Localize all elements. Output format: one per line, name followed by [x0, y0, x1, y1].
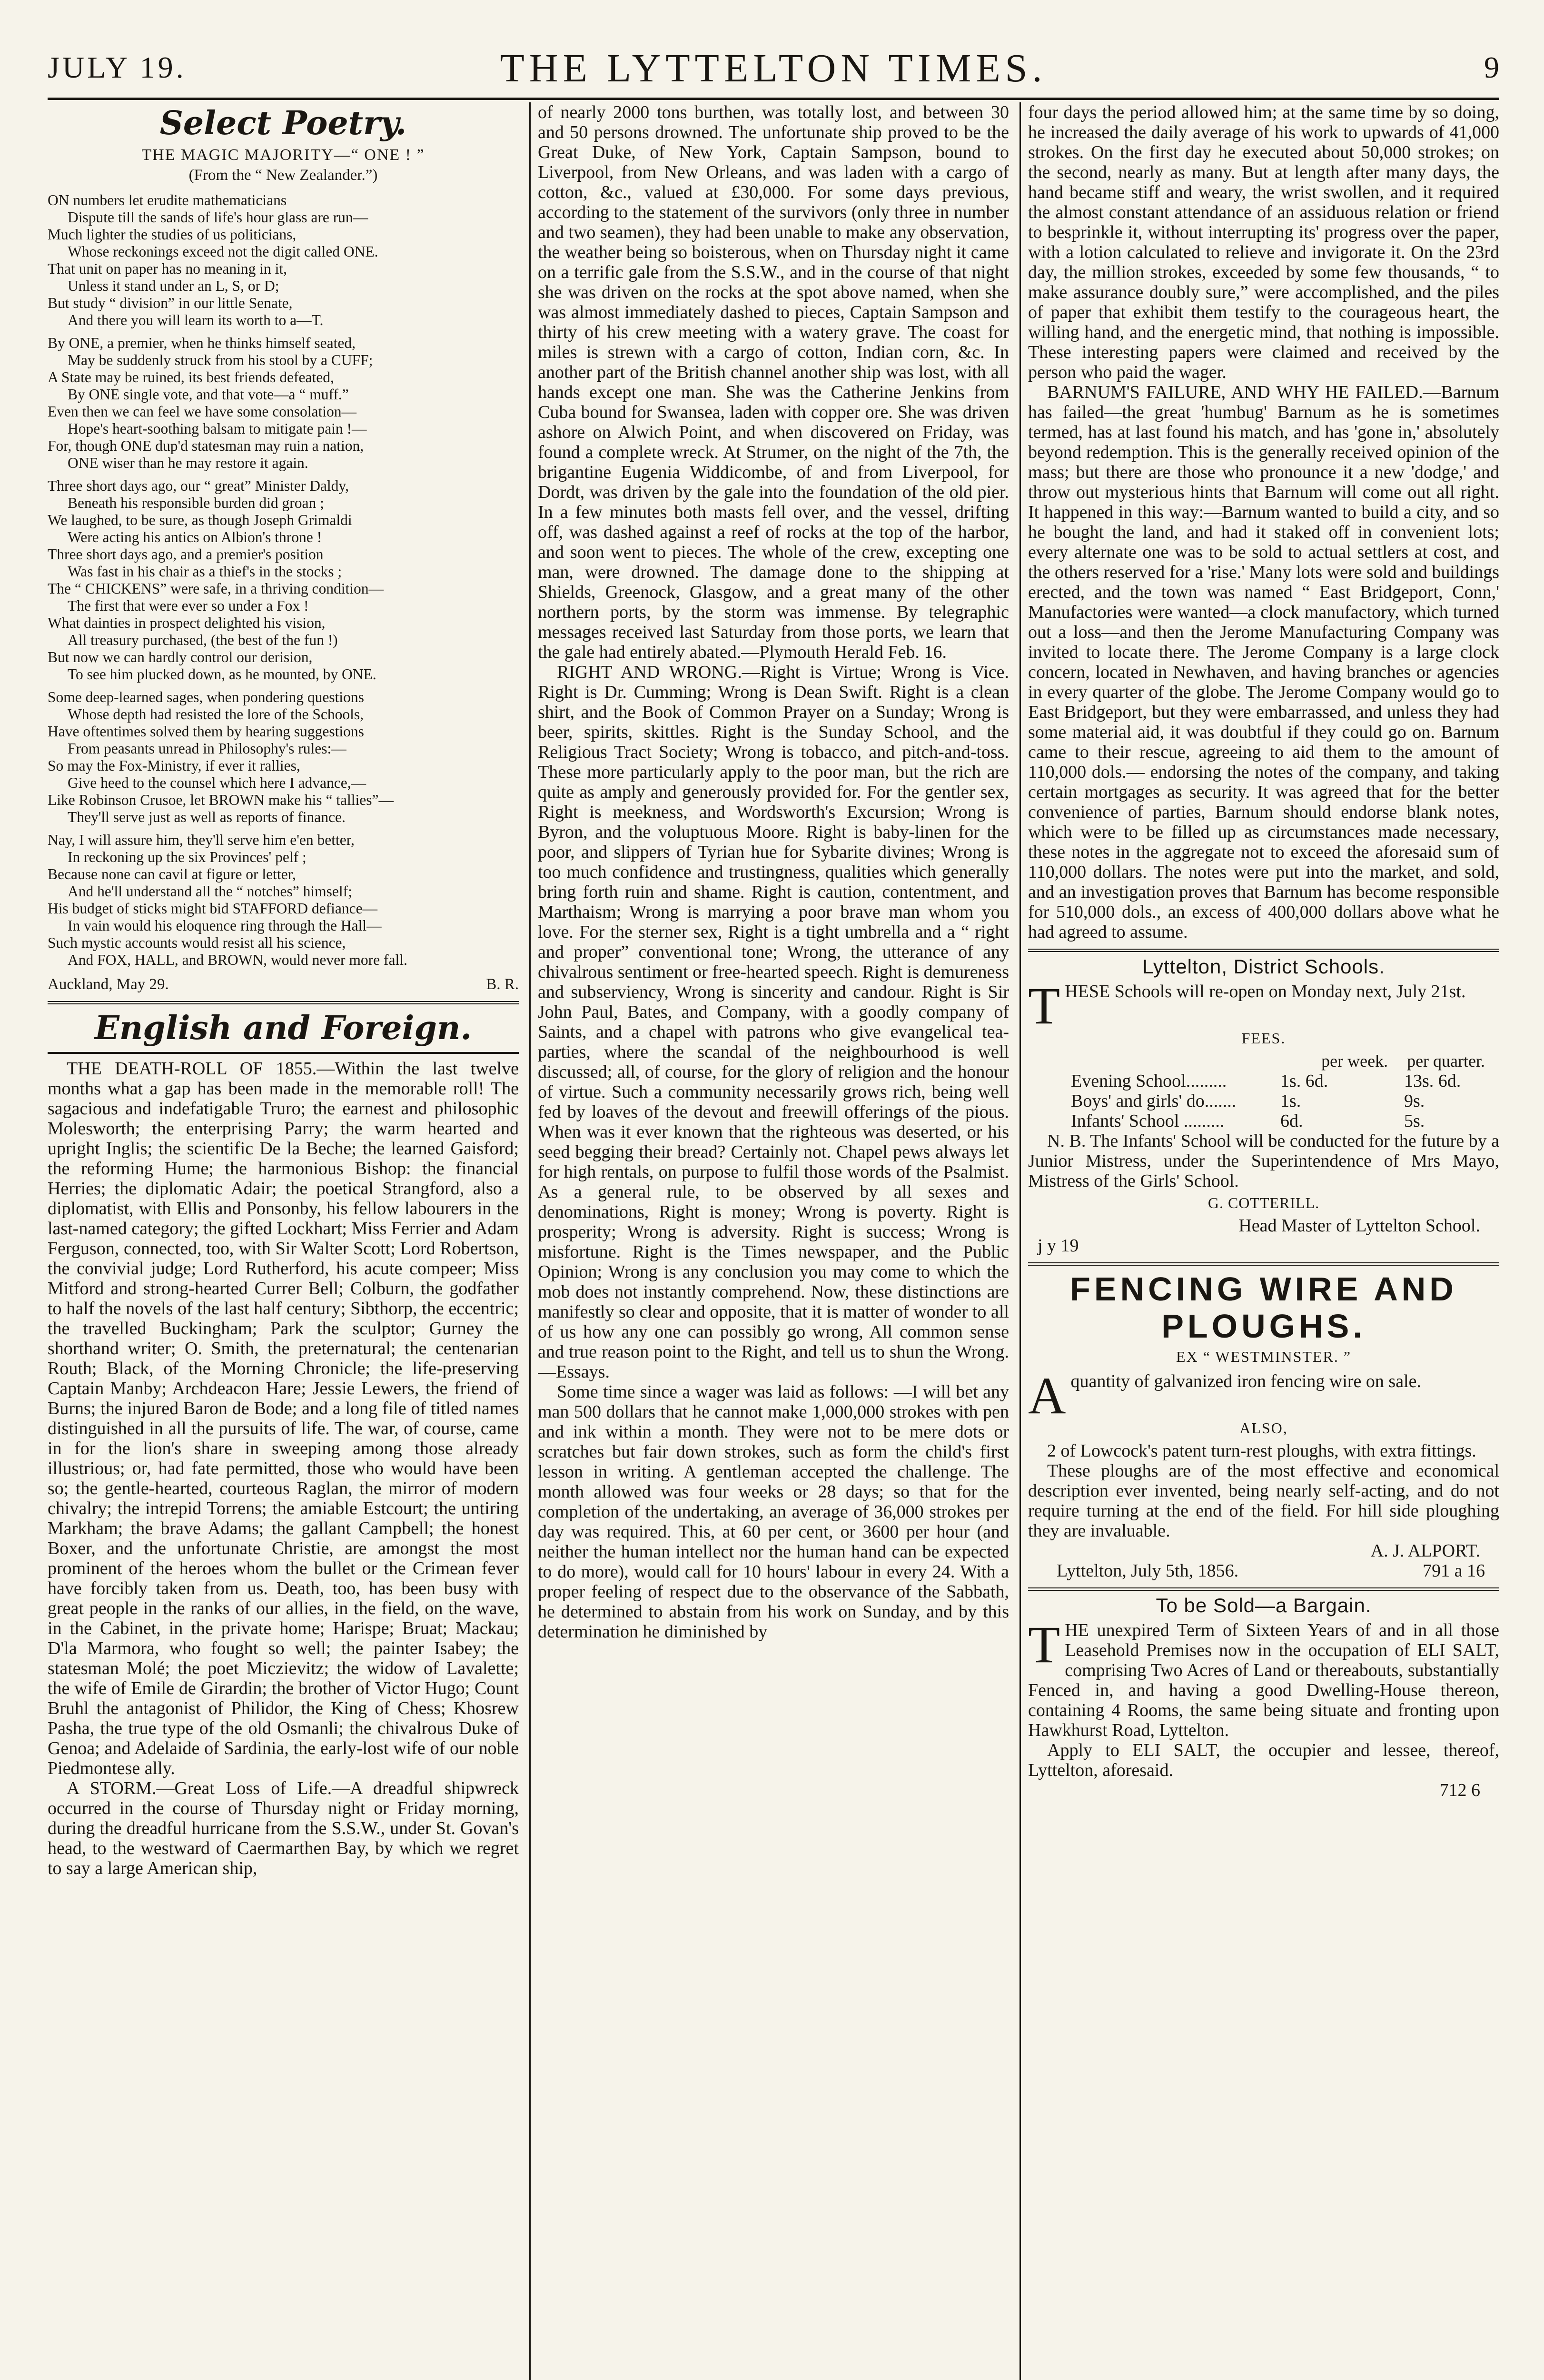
fencing-sub: EX “ WESTMINSTER. ” [1176, 1348, 1352, 1365]
fencing-signer: A. J. ALPORT. [1370, 1541, 1480, 1561]
fee-name: Infants' School ......... [1071, 1111, 1225, 1131]
poem-line: Unless it stand under an L, S, or D; [68, 278, 279, 294]
poem-title: THE MAGIC MAJORITY—“ ONE ! ” [141, 146, 425, 164]
poem-line: From peasants unread in Philosophy's rules:— [68, 740, 346, 757]
poem-line: Dispute till the sands of life's hour glass are run— [68, 209, 368, 226]
poem-line: To see him plucked down, as he mounted, by ONE. [68, 666, 376, 683]
signature-place: Auckland, May 29. [48, 976, 169, 993]
poem-line: Three short days ago, our “ great” Minister Daldy, [48, 477, 349, 494]
sale-para: Apply to ELI SALT, the occupier and lessee, thereof, Lyttelton, aforesaid. [1028, 1740, 1499, 1780]
poem-line: They'll serve just as well as reports of finance. [68, 809, 346, 825]
poem-line: But now we can hardly control our derision, [48, 649, 313, 665]
fee-row [1028, 1111, 1499, 1131]
poem-stanza [48, 477, 519, 683]
schools-signer-title: Head Master of Lyttelton School. [1238, 1216, 1480, 1236]
sale-code: 712 6 [1439, 1780, 1480, 1800]
fee-quarter: 9s. [1404, 1091, 1425, 1111]
fees-label: FEES. [1241, 1030, 1286, 1047]
poem-body [48, 192, 519, 969]
article-paragraph: of nearly 2000 tons burthen, was totally lost, and between 30 and 50 persons drowned. The unfortunate ship proved to be the Great Duke, of New York, Captain Sampson, bound to Liverpool, from New Orleans, and was laden with a cargo of cotton, &c., valued at £30,000. For some days previous, according to the statement of the survivors (only three in number and two seamen), they had been unable to make any observation, the weather being so boisterous, when on Thursday night it came on a terrific gale from the S.S.W., and in the course of that night she was driven on the rocks at the spot above named, when she was almost immediately dashed to pieces, Captain Sampson and thirty of his crew meeting with a watery grave. The coast for miles is strewn with a cargo of cotton, Indian corn, &c. In another part of the British channel another ship was lost, with all hands except one man. She was the Catherine Jenkins from Cuba bound for Swansea, laden with copper ore. She was driven ashore on Alwich Point, and when discovered on Friday, was found a complete wreck. At Strumer, on the night of the 7th, the brigantine Eugenia Widdicombe, of and from Liverpool, for Dordt, was driven by the gale into the foundation of the old pier. In a few minutes both masts fell over, and the vessel, drifting off, was dashed against a reef of rocks at the top of the harbor, and soon went to pieces. The whole of the crew, excepting one man, were drowned. The damage done to the shipping at Shields, Greenock, Glasgow, and a great many of the other northern ports, by the storm was immense. By telegraphic messages received last Saturday from those ports, we learn that the gale had entirely abated.—Plymouth Herald Feb. 16. [538, 102, 1009, 662]
fee-quarter: 13s. 6d. [1404, 1071, 1461, 1091]
article-paragraph: THE DEATH-ROLL OF 1855.—Within the last twelve months what a gap has been made in the memorable roll! The sagacious and indefatigable Truro; the earnest and philosophic Molesworth; the enterprising Parry; the warm hearted and upright Inglis; the scientific De la Beche; the learned Gaisford; the reforming Hume; the harmonious Bishop: the financial Herries; the diplomatic Adair; the poetical Strangford, also a diplomatist, with Ellis and Ponsonby, his fellow labourers in the last-named category; the gifted Lockhart; Miss Ferrier and Adam Ferguson, connected, too, with Sir Walter Scott; Lord Robertson, the convivial judge; Lord Rutherford, his acute compeer; Miss Mitford and strong-hearted Currer Bell; Colburn, the godfather to half the novels of the last half century; Sibthorp, the eccentric; the travelled Buckingham; Park the sculptor; Gurney the shorthand writer; O. Smith, the preternatural; the centenarian Routh; Black, of the Morning Chronicle; the life-preserving Captain Manby; Archdeacon Hare; Jessie Lewers, the friend of Burns; the injured Baron de Bode; and a long file of titled names distinguished in all the pursuits of life. The war, of course, came in for the lion's share in sweeping among those already illustrious; or, had fate permitted, those who would have been so; the gentle-hearted, courteous Raglan, the mirror of modern chivalry; the intrepid Torrens; the amiable Estcourt; the untiring Markham; the brave Adams; the gallant Campbell; the honest Boxer, and the unfortunate Christie, are amongst the most prominent of the heroes whom the bullet or the Crimean fever have forcibly taken from us. Death, too, has been busy with great people in the ranks of our allies, in the field, on the wave, in the Cabinet, in the private home; Harispe; Bruat; Mackau; D'la Marmora, who fought so well; the painter Isabey; the statesman Molé; the poet Miczievitz; the widow of Lavalette; the wife of Emile de Girardin; the brother of Victor Hugo; Count Bruhl the antagonist of Philidor, the King of Chess; Khosrew Pasha, the true type of the old Osmanli; the chivalrous Duke of Genoa; and Adelaide of Sardinia, the early-lost wife of our noble Piedmontese ally. [48, 1059, 519, 1778]
fee-name: Evening School......... [1071, 1071, 1227, 1091]
poem-line: And there you will learn its worth to a—T. [68, 312, 324, 328]
section-rule [48, 1001, 519, 1004]
fencing-advertisement [1028, 1270, 1499, 1581]
poem-stanza [48, 689, 519, 826]
fencing-title: FENCING WIRE AND PLOUGHS. [1070, 1270, 1457, 1345]
article-paragraph: Some time since a wager was laid as follows: —I will bet any man 500 dollars that he cannot make 1,000,000 strokes with pen and ink within a month. They were not to be mere dots or scratches but fair down strokes, such as form the child's first lesson in writing. A gentleman accepted the challenge. The month allowed was four weeks or 28 days; so that for the completion of the undertaking, an average of 36,000 strokes per day was required. This, at 60 per cent, or 3600 per hour (and neither the human intellect nor the human hand can be expected to do more), would call for 10 hours' labour in every 24. With a proper feeling of respect due to the observance of the Sabbath, he determined to abstain from his work on Sunday, and by this determination he diminished by [538, 1382, 1009, 1642]
poem-line: May be suddenly struck from his stool by a CUFF; [68, 352, 373, 368]
poem-line: And FOX, HALL, and BROWN, would never more fall. [68, 952, 407, 968]
fees-col-quarter: per quarter. [1407, 1051, 1485, 1071]
schools-advertisement [1028, 957, 1499, 1256]
fees-col-week: per week. [1321, 1051, 1388, 1071]
schools-note: N. B. The Infants' School will be conducted for the future by a Junior Mistress, under the Superintendence of Mrs Mayo, Mistress of the Girls' School. [1028, 1131, 1499, 1191]
masthead [48, 45, 1499, 90]
poem-line: By ONE single vote, and that vote—a “ muff.” [68, 386, 349, 403]
poem-line: Was fast in his chair as a thief's in the stocks ; [68, 563, 342, 580]
page-number: 9 [1484, 50, 1499, 84]
schools-signer: G. COTTERILL. [1207, 1194, 1320, 1211]
fencing-para: These ploughs are of the most effective and economical description ever invented, being nearly self-acting, and do not require turning at the end of the field. For hill side ploughing they are invaluable. [1028, 1461, 1499, 1541]
sale-title: To be Sold—a Bargain. [1156, 1594, 1372, 1616]
ad-rule [1028, 1262, 1499, 1266]
poem-line: For, though ONE dup'd statesman may ruin a nation, [48, 437, 364, 454]
poem-line: So may the Fox-Ministry, if ever it rallies, [48, 757, 300, 774]
poem-source: (From the “ New Zealander.”) [188, 167, 378, 184]
fee-name: Boys' and girls' do....... [1071, 1091, 1237, 1111]
drop-cap: T [1028, 977, 1060, 1035]
schools-code: j y 19 [1038, 1236, 1079, 1256]
poem-line: Have oftentimes solved them by hearing suggestions [48, 723, 364, 740]
poetry-heading: Select Poetry. [159, 104, 407, 142]
schools-intro-text: HESE Schools will re-open on Monday next, July 21st. [1065, 982, 1466, 1002]
poem-line: ONE wiser than he may restore it again. [68, 455, 308, 471]
fencing-also: ALSO, [1239, 1419, 1288, 1437]
column-rule [529, 102, 531, 2380]
poem-line: Even then we can feel we have some consolation— [48, 403, 357, 420]
poem-line: Like Robinson Crusoe, let BROWN make his “ tallies”— [48, 792, 394, 808]
poem-stanza [48, 832, 519, 969]
poem-line: What dainties in prospect delighted his vision, [48, 615, 326, 631]
poem-stanza [48, 335, 519, 472]
fee-quarter: 5s. [1404, 1111, 1425, 1131]
poem-line: By ONE, a premier, when he thinks himself seated, [48, 335, 356, 351]
fee-week: 1s. 6d. [1280, 1071, 1328, 1091]
article-paragraph: RIGHT AND WRONG.—Right is Virtue; Wrong is Vice. Right is Dr. Cumming; Wrong is Dean Swift. Right is a clean shirt, and the Book of Common Prayer on a Sunday; Wrong is beer, spirits, skittles. Right is the Sunday School, and the Religious Tract Society; Wrong is tobacco, and pitch-and-toss. These more particularly apply to the poor man, but the rich are quite as amply and generously provided for. For the gentler sex, Right is meekness, and Wordsworth's Excursion; Wrong is Byron, and the voluptuous Moore. Right is baby-linen for the poor, and slippers of Tyrian hue for Sybarite divines; Wrong is too much confidence and trustingness, qualities which generally bring forth ruin and shame. Right is caution, contentment, and Marthaism; Wrong is marrying a poor brave man whom you love. For the sterner sex, Right is a tight umbrella and a “ right and proper” conventional tone; Wrong, the utterance of any chivalrous sentiment or free-hearted speech. Right is demureness and subserviency, Wrong is sincerity and candour. Right is Sir John Paul, Bates, and Company, with a goodly company of Saints, and a chapel with patrons who give evangelical tea-parties, where the scandal of the neighbourhood is well discussed; all, of course, for the glory of religion and the honour of virtue. Such a community necessarily grows rich, being well fed by loaves of the devout and freewill offerings of the pious. When was it ever known that the righteous was deserted, or his seed begging their bread? Certainly not. Chapel pews always let for high rentals, on purpose to fulfil those words of the Psalmist. As a general rule, to be observed by all sexes and denominations, Right is money; Wrong is poverty. Right is prosperity; Wrong is adversity. Right is success; Wrong is misfortune. Right is the Times newspaper, and the Public Opinion; Wrong is any conclusion you may come to which the mob does not instantly comprehend. Now, these distinctions are manifestly so clear and opposite, that it is matter of wonder to all of us how any one can possibly go wrong, All common sense and true reason point to the Right, and tell us to shun the Wrong.—Essays. [538, 662, 1009, 1382]
poem-line: His budget of sticks might bid STAFFORD defiance— [48, 900, 378, 917]
schools-intro [1028, 977, 1499, 1035]
poem-line: Whose reckonings exceed not the digit called ONE. [68, 243, 378, 260]
poem-line: Such mystic accounts would resist all his science, [48, 934, 346, 951]
poem-line: All treasury purchased, (the best of the fun !) [68, 632, 338, 648]
column-2 [538, 102, 1009, 2380]
poem-line: But study “ division” in our little Senate, [48, 295, 293, 311]
poem-signature [48, 974, 519, 994]
newspaper-title: THE LYTTELTON TIMES. [500, 46, 1047, 90]
sale-para [1028, 1616, 1499, 1740]
article-paragraph: BARNUM'S FAILURE, AND WHY HE FAILED.—Barnum has failed—the great 'humbug' Barnum as he is sometimes termed, has at last found his match, and has 'gone in,' absolutely beyond redemption. This is the generally received opinion of the mass; but there are those who pronounce it a new 'dodge,' and throw out mysterious hints that Barnum will come out all right. It happened in this way:—Barnum wanted to build a city, and so he bought the land, and had it staked off in convenient lots; every alternate one was to be sold to actual settlers at cost, and the others reserved for a 'rise.' Many lots were sold and buildings erected, and the town was named “ East Bridgeport, Conn,' Manufactories were wanted—a clock manufactory, which turned out a loss—and then the Jerome Manufacturing Company was invited to locate there. The Jerome Company is a large clock concern, located in Newhaven, and having branches or agencies in every quarter of the globe. The Jerome Company would go to East Bridgeport, but they were embarrassed, and unless they had some material aid, it was doubtful if they could go on. Barnum came to their rescue, agreeing to aid them to the amount of 110,000 dols.— endorsing the notes of the company, and taking certain mortgages as security. It was agreed that for the better convenience of parties, Barnum should endorse blank notes, which were to be filled up as circumstances made necessary, these notes in the aggregate not to exceed the aforesaid sum of 110,000 dollars. The notes were put into the market, and sold, and an investigation proves that Barnum has become responsible for 510,000 dols., an excess of 400,000 dollars above what he had agreed to assume. [1028, 382, 1499, 942]
fee-week: 1s. [1280, 1091, 1301, 1111]
fee-week: 6d. [1280, 1111, 1303, 1131]
fees-header [1028, 1051, 1499, 1071]
poem-line: The “ CHICKENS” were safe, in a thriving condition— [48, 580, 384, 597]
fencing-para [1028, 1367, 1499, 1425]
drop-cap: T [1028, 1616, 1060, 1674]
poem-line: In reckoning up the six Provinces' pelf ; [68, 849, 307, 865]
column-1 [48, 102, 519, 2380]
fencing-code: 791 a 16 [1423, 1561, 1485, 1581]
poem-line: Whose depth had resisted the lore of the Schools, [68, 706, 364, 723]
fencing-footer [1028, 1561, 1499, 1581]
poem-line: ON numbers let erudite mathematicians [48, 192, 287, 208]
sale-para-text: HE unexpired Term of Sixteen Years of and in all those Leasehold Premises now in the occupation of ELI SALT, comprising Two Acres of Land or thereabouts, substantially Fenced in, and having a good Dwelling-House thereon, containing 4 Rooms, the same being situate and fronting upon Hawkhurst Road, Lyttelton. [1028, 1620, 1499, 1740]
signature-initials: B. R. [486, 976, 519, 993]
fee-row [1028, 1071, 1499, 1091]
poem-line: Because none can cavil at figure or letter, [48, 866, 296, 883]
poem-line: Were acting his antics on Albion's throne ! [68, 529, 322, 545]
poem-line: That unit on paper has no meaning in it, [48, 260, 287, 277]
fencing-date: Lyttelton, July 5th, 1856. [1057, 1561, 1239, 1581]
column-3 [1028, 102, 1499, 2380]
fee-row [1028, 1091, 1499, 1111]
poem-line: Nay, I will assure him, they'll serve him e'en better, [48, 832, 355, 848]
poem-line: Beneath his responsible burden did groan ; [68, 495, 324, 511]
poem-line: In vain would his eloquence ring through the Hall— [68, 917, 382, 934]
fencing-para-text: quantity of galvanized iron fencing wire on sale. [1070, 1371, 1421, 1391]
column-rule [1019, 102, 1021, 2380]
section-rule [48, 1052, 519, 1054]
article-paragraph: four days the period allowed him; at the same time by so doing, he increased the daily average of his work to upwards of 41,000 strokes. On the first day he executed about 50,000 strokes; on the second, nearly as many. But at length after many days, the hand became stiff and weary, the wrist swollen, and it required the almost constant attendance of an assiduous relation or friend to besprinkle it, without interrupting its' progress over the paper, with a lotion calculated to relieve and invigorate it. On the 23rd day, the million strokes, exceeded by some few thousands, “ to make assurance doubly sure,” were accomplished, and the piles of paper that exhibit them testify to the courageous heart, the willing hand, and the energetic mind, that nothing is impossible. These interesting papers were claimed and received by the person who paid the wager. [1028, 102, 1499, 382]
poem-stanza [48, 192, 519, 329]
masthead-rule [48, 98, 1499, 100]
english-foreign-heading: English and Foreign. [94, 1009, 472, 1047]
fencing-para: 2 of Lowcock's patent turn-rest ploughs, with extra fittings. [1047, 1441, 1476, 1461]
drop-cap: A [1028, 1367, 1066, 1425]
poem-line: Some deep-learned sages, when pondering questions [48, 689, 364, 705]
poem-line: The first that were ever so under a Fox ! [68, 597, 309, 614]
poem-line: We laughed, to be sure, as though Joseph Grimaldi [48, 512, 352, 528]
poem-line: And he'll understand all the “ notches” himself; [68, 883, 352, 900]
schools-title: Lyttelton, District Schools. [1142, 955, 1385, 978]
poem-line: Give heed to the counsel which here I advance,— [68, 774, 366, 791]
issue-date: JULY 19. [48, 50, 187, 84]
poem-line: Hope's heart-soothing balsam to mitigate pain !— [68, 420, 367, 437]
poem-line: Much lighter the studies of us politicians, [48, 226, 297, 243]
ad-rule [1028, 949, 1499, 952]
article-paragraph: A STORM.—Great Loss of Life.—A dreadful shipwreck occurred in the course of Thursday night or Friday morning, during the dreadful hurricane from the S.S.W., under St. Govan's head, to the westward of Caermarthen Bay, by which we regret to say a large American ship, [48, 1778, 519, 1878]
sale-advertisement [1028, 1596, 1499, 1800]
poem-line: A State may be ruined, its best friends defeated, [48, 369, 334, 386]
ad-rule [1028, 1587, 1499, 1591]
poem-line: Three short days ago, and a premier's position [48, 546, 324, 563]
